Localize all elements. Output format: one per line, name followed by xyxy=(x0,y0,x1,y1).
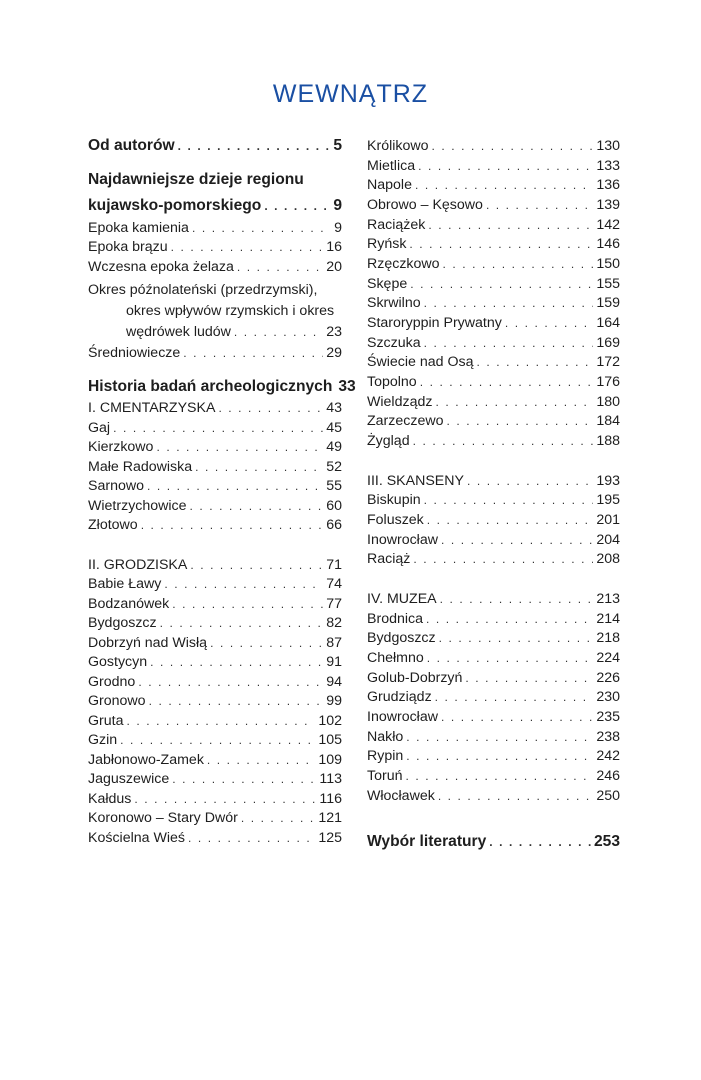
toc-entry xyxy=(367,471,620,491)
dot-leader xyxy=(178,136,331,156)
toc-entry-label: Gaj xyxy=(88,420,111,436)
toc-entry-label: Dobrzyń nad Wisłą xyxy=(88,635,208,651)
toc-entry xyxy=(88,750,342,770)
dot-leader xyxy=(439,628,594,648)
dot-leader xyxy=(426,609,593,629)
dot-leader xyxy=(424,490,594,510)
toc-entry-page: 218 xyxy=(596,630,620,646)
toc-entry-page: 184 xyxy=(596,413,620,429)
toc-entry-label: Epoka brązu xyxy=(88,239,168,255)
dot-leader xyxy=(413,431,594,451)
toc-entry-label: Jaguszewice xyxy=(88,771,170,787)
toc-entry xyxy=(367,707,620,727)
toc-entry-label: Małe Radowiska xyxy=(88,459,193,475)
toc-entry-label: Golub-Dobrzyń xyxy=(367,670,463,686)
toc-entry-label: Skępe xyxy=(367,276,408,292)
toc-entry-label: Gzin xyxy=(88,732,118,748)
toc-entry-page: 71 xyxy=(326,557,342,573)
toc-entry xyxy=(88,280,342,300)
toc-entry-label: Średniowiecze xyxy=(88,345,181,361)
toc-entry-page: 159 xyxy=(596,295,620,311)
dot-leader xyxy=(264,196,330,216)
toc-entry-page: 208 xyxy=(596,551,620,567)
dot-leader xyxy=(134,789,316,809)
toc-entry-page: 125 xyxy=(318,830,342,846)
toc-entry xyxy=(88,218,342,238)
toc-entry-label: Skrwilno xyxy=(367,295,421,311)
toc-entry-label: Ryńsk xyxy=(367,236,407,252)
toc-entry-page: 150 xyxy=(596,256,620,272)
toc-entry-page: 139 xyxy=(596,197,620,213)
toc-entry xyxy=(88,613,342,633)
toc-entry-label: Kałdus xyxy=(88,791,132,807)
toc-entry-page: 213 xyxy=(596,591,620,607)
toc-entry xyxy=(367,136,620,156)
toc-entry-label: Włocławek xyxy=(367,788,435,804)
dot-leader xyxy=(156,437,323,457)
toc-entry-page: 49 xyxy=(326,439,342,455)
toc-entry-page: 74 xyxy=(326,576,342,592)
toc-entry-page: 238 xyxy=(596,729,620,745)
toc-entry xyxy=(367,766,620,786)
toc-entry xyxy=(367,668,620,688)
toc-entry-page: 102 xyxy=(318,713,342,729)
toc-entry xyxy=(88,711,342,731)
toc-entry-label: Jabłonowo-Zamek xyxy=(88,752,204,768)
toc-entry-page: 155 xyxy=(596,276,620,292)
toc-entry-label: Brodnica xyxy=(367,611,423,627)
toc-entry xyxy=(88,828,342,848)
toc-entry-page: 113 xyxy=(319,771,342,787)
toc-entry-label: Wieldządz xyxy=(367,394,433,410)
toc-entry-label: Chełmno xyxy=(367,650,424,666)
toc-entry-label: wędrówek ludów xyxy=(126,324,231,340)
toc-entry-label: Napole xyxy=(367,177,412,193)
toc-entry-page: 224 xyxy=(596,650,620,666)
dot-leader xyxy=(443,254,594,274)
toc-entry xyxy=(88,343,342,363)
toc-entry-label: Okres późnolateński (przedrzymski), xyxy=(88,282,318,298)
toc-entry-page: 20 xyxy=(326,259,342,275)
toc-entry-label: Toruń xyxy=(367,768,403,784)
dot-leader xyxy=(406,766,594,786)
toc-entry-page: 253 xyxy=(593,833,620,850)
toc-entry xyxy=(367,333,620,353)
toc-entry xyxy=(367,156,620,176)
toc-entry-page: 226 xyxy=(596,670,620,686)
toc-entry-page: 180 xyxy=(596,394,620,410)
dot-leader xyxy=(237,257,323,277)
dot-leader xyxy=(218,398,323,418)
toc-entry-page: 16 xyxy=(326,239,342,255)
toc-entry xyxy=(367,549,620,569)
dot-leader xyxy=(172,594,323,614)
toc-entry xyxy=(367,313,620,333)
toc-entry xyxy=(367,609,620,629)
toc-entry xyxy=(367,832,620,852)
toc-entry-page: 9 xyxy=(334,220,342,236)
dot-leader xyxy=(413,549,593,569)
dot-leader xyxy=(432,136,594,156)
toc-entry xyxy=(88,170,342,190)
toc-entry xyxy=(367,254,620,274)
dot-leader xyxy=(418,156,593,176)
toc-entry-label: Grudziądz xyxy=(367,689,432,705)
dot-leader xyxy=(415,175,593,195)
toc-entry-page: 23 xyxy=(326,324,342,340)
toc-entry xyxy=(367,411,620,431)
toc-entry-page: 169 xyxy=(596,335,620,351)
toc-entry-label: IV. MUZEA xyxy=(367,591,437,607)
toc-entry-label: Kierzkowo xyxy=(88,439,154,455)
toc-entry xyxy=(88,377,356,397)
toc-entry-label: Staroryppin Prywatny xyxy=(367,315,502,331)
toc-entry xyxy=(88,257,342,277)
toc-entry xyxy=(88,496,342,516)
dot-leader xyxy=(489,832,591,852)
toc-entry xyxy=(367,727,620,747)
dot-leader xyxy=(505,313,593,333)
toc-entry xyxy=(88,808,342,828)
toc-entry xyxy=(367,746,620,766)
toc-entry-page: 142 xyxy=(596,217,620,233)
toc-entry-label: Zarzeczewo xyxy=(367,413,444,429)
toc-entry-page: 33 xyxy=(338,378,356,395)
dot-leader xyxy=(428,215,593,235)
dot-leader xyxy=(420,372,594,392)
toc-entry-label: Kościelna Wieś xyxy=(88,830,185,846)
toc-entry-label: Żygląd xyxy=(367,433,410,449)
toc-entry-page: 195 xyxy=(596,492,620,508)
dot-leader xyxy=(126,711,315,731)
toc-entry-page: 188 xyxy=(596,433,620,449)
dot-leader xyxy=(435,392,593,412)
toc-entry xyxy=(367,786,620,806)
toc-entry xyxy=(367,628,620,648)
toc-entry xyxy=(367,431,620,451)
toc-entry xyxy=(367,175,620,195)
toc-entry-page: 235 xyxy=(596,709,620,725)
dot-leader xyxy=(190,555,323,575)
toc-entry-page: 9 xyxy=(333,197,342,214)
toc-entry-label: I. CMENTARZYSKA xyxy=(88,400,216,416)
toc-entry-label: Świecie nad Osą xyxy=(367,354,474,370)
toc-entry-page: 82 xyxy=(326,615,342,631)
toc-entry-page: 91 xyxy=(326,654,342,670)
toc-entry-label: Obrowo – Kęsowo xyxy=(367,197,483,213)
toc-entry xyxy=(88,437,342,457)
dot-leader xyxy=(406,727,593,747)
toc-entry-label: Inowrocław xyxy=(367,532,438,548)
dot-leader xyxy=(410,274,593,294)
toc-entry-label: Koronowo – Stary Dwór xyxy=(88,810,238,826)
dot-leader xyxy=(171,237,324,257)
dot-leader xyxy=(446,411,593,431)
toc-entry xyxy=(367,352,620,372)
toc-entry-page: 204 xyxy=(596,532,620,548)
dot-leader xyxy=(141,515,324,535)
dot-leader xyxy=(113,418,323,438)
toc-entry-label: Najdawniejsze dzieje regionu xyxy=(88,171,304,188)
toc-entry-page: 52 xyxy=(326,459,342,475)
toc-entry-page: 94 xyxy=(326,674,342,690)
dot-leader xyxy=(149,691,324,711)
toc-entry-label: kujawsko-pomorskiego xyxy=(88,197,262,214)
toc-entry-page: 176 xyxy=(596,374,620,390)
toc-entry-page: 121 xyxy=(318,810,342,826)
toc-entry-label: Bydgoszcz xyxy=(88,615,157,631)
toc-entry-label: Raciążek xyxy=(367,217,426,233)
toc-entry-page: 29 xyxy=(326,345,342,361)
toc-entry-label: Gostycyn xyxy=(88,654,148,670)
toc-entry-label: Nakło xyxy=(367,729,404,745)
toc-entry-page: 5 xyxy=(333,137,342,154)
toc-entry xyxy=(88,136,342,156)
dot-leader xyxy=(424,293,594,313)
toc-entry-page: 87 xyxy=(326,635,342,651)
toc-entry-page: 136 xyxy=(596,177,620,193)
toc-entry xyxy=(88,691,342,711)
toc-entry-page: 109 xyxy=(318,752,342,768)
toc-entry-label: Gruta xyxy=(88,713,124,729)
toc-entry xyxy=(367,372,620,392)
dot-leader xyxy=(138,672,323,692)
toc-entry-page: 193 xyxy=(596,473,620,489)
page-title: WEWNĄTRZ xyxy=(272,80,429,108)
toc-entry-label: Foluszek xyxy=(367,512,424,528)
toc-entry-page: 201 xyxy=(596,512,620,528)
toc-entry xyxy=(88,457,342,477)
toc-entry xyxy=(88,730,342,750)
toc-entry xyxy=(367,274,620,294)
dot-leader xyxy=(441,530,593,550)
toc-entry-page: 242 xyxy=(596,748,620,764)
toc-entry-label: Od autorów xyxy=(88,137,175,154)
dot-leader xyxy=(188,828,315,848)
toc-entry-page: 230 xyxy=(596,689,620,705)
dot-leader xyxy=(190,496,324,516)
toc-entry-label: Gronowo xyxy=(88,693,146,709)
toc-entry xyxy=(367,530,620,550)
toc-entry-label: Sarnowo xyxy=(88,478,144,494)
toc-entry xyxy=(88,196,342,216)
toc-entry-page: 66 xyxy=(326,517,342,533)
toc-entry xyxy=(88,237,342,257)
dot-leader xyxy=(486,195,593,215)
dot-leader xyxy=(150,652,323,672)
toc-entry-page: 133 xyxy=(596,158,620,174)
toc-entry xyxy=(88,398,342,418)
dot-leader xyxy=(476,352,593,372)
toc-entry-page: 164 xyxy=(596,315,620,331)
dot-leader xyxy=(406,746,593,766)
toc-entry-page: 116 xyxy=(319,791,342,807)
toc-entry xyxy=(367,195,620,215)
toc-entry xyxy=(367,589,620,609)
toc-entry-page: 99 xyxy=(326,693,342,709)
toc-entry-label: okres wpływów rzymskich i okres xyxy=(126,303,335,319)
toc-entry-label: Epoka kamienia xyxy=(88,220,189,236)
toc-entry-label: Wczesna epoka żelaza xyxy=(88,259,234,275)
toc-entry xyxy=(88,789,342,809)
toc-entry xyxy=(88,594,342,614)
toc-entry xyxy=(88,322,342,342)
dot-leader xyxy=(195,457,323,477)
toc-entry-label: Raciąż xyxy=(367,551,411,567)
toc-entry xyxy=(88,555,342,575)
toc-entry-label: Rypin xyxy=(367,748,404,764)
dot-leader xyxy=(207,750,315,770)
toc-entry-page: 146 xyxy=(596,236,620,252)
toc-entry-label: Szczuka xyxy=(367,335,421,351)
toc-entry xyxy=(88,301,342,321)
toc-entry xyxy=(367,234,620,254)
toc-entry-label: Rzęczkowo xyxy=(367,256,440,272)
dot-leader xyxy=(147,476,323,496)
toc-entry-label: Bydgoszcz xyxy=(367,630,436,646)
toc-entry-page: 55 xyxy=(326,478,342,494)
dot-leader xyxy=(234,322,323,342)
toc-entry xyxy=(367,648,620,668)
dot-leader xyxy=(438,786,594,806)
dot-leader xyxy=(120,730,315,750)
dot-leader xyxy=(183,343,323,363)
toc-entry xyxy=(88,633,342,653)
dot-leader xyxy=(440,589,594,609)
dot-leader xyxy=(172,769,316,789)
toc-entry-label: Wietrzychowice xyxy=(88,498,187,514)
toc-entry-label: Topolno xyxy=(367,374,417,390)
dot-leader xyxy=(210,633,323,653)
toc-entry xyxy=(367,215,620,235)
toc-entry-page: 45 xyxy=(326,420,342,436)
toc-entry xyxy=(88,652,342,672)
dot-leader xyxy=(160,613,324,633)
toc-entry-label: Mietlica xyxy=(367,158,416,174)
toc-entry-page: 77 xyxy=(326,596,342,612)
toc-entry-label: Biskupin xyxy=(367,492,421,508)
toc-entry xyxy=(88,769,342,789)
toc-entry xyxy=(367,293,620,313)
toc-entry-page: 250 xyxy=(596,788,620,804)
toc-entry xyxy=(88,418,342,438)
toc-entry-label: Historia badań archeologicznych xyxy=(88,378,333,395)
toc-entry-label: Królikowo xyxy=(367,138,429,154)
dot-leader xyxy=(409,234,593,254)
toc-entry-page: 105 xyxy=(318,732,342,748)
toc-entry-label: Złotowo xyxy=(88,517,138,533)
toc-entry-page: 43 xyxy=(326,400,342,416)
dot-leader xyxy=(467,471,593,491)
toc-entry xyxy=(88,574,342,594)
toc-entry xyxy=(88,476,342,496)
toc-entry xyxy=(367,490,620,510)
toc-entry-page: 172 xyxy=(596,354,620,370)
toc-entry-label: Grodno xyxy=(88,674,136,690)
toc-entry-label: III. SKANSENY xyxy=(367,473,464,489)
toc-entry xyxy=(367,510,620,530)
toc-entry-page: 130 xyxy=(596,138,620,154)
dot-leader xyxy=(164,574,323,594)
dot-leader xyxy=(465,668,593,688)
toc-entry-page: 60 xyxy=(326,498,342,514)
dot-leader xyxy=(424,333,594,353)
toc-entry xyxy=(367,687,620,707)
toc-entry xyxy=(88,672,342,692)
dot-leader xyxy=(241,808,316,828)
dot-leader xyxy=(441,707,593,727)
toc-entry-label: Inowrocław xyxy=(367,709,438,725)
dot-leader xyxy=(435,687,594,707)
toc-entry-label: II. GRODZISKA xyxy=(88,557,188,573)
toc-entry xyxy=(367,392,620,412)
toc-entry-label: Bodzanówek xyxy=(88,596,170,612)
toc-entry-label: Wybór literatury xyxy=(367,833,487,850)
dot-leader xyxy=(427,648,594,668)
toc-entry-page: 246 xyxy=(596,768,620,784)
dot-leader xyxy=(192,218,331,238)
toc-entry-page: 214 xyxy=(596,611,620,627)
toc-entry-label: Babie Ławy xyxy=(88,576,162,592)
toc-entry xyxy=(88,515,342,535)
dot-leader xyxy=(427,510,594,530)
